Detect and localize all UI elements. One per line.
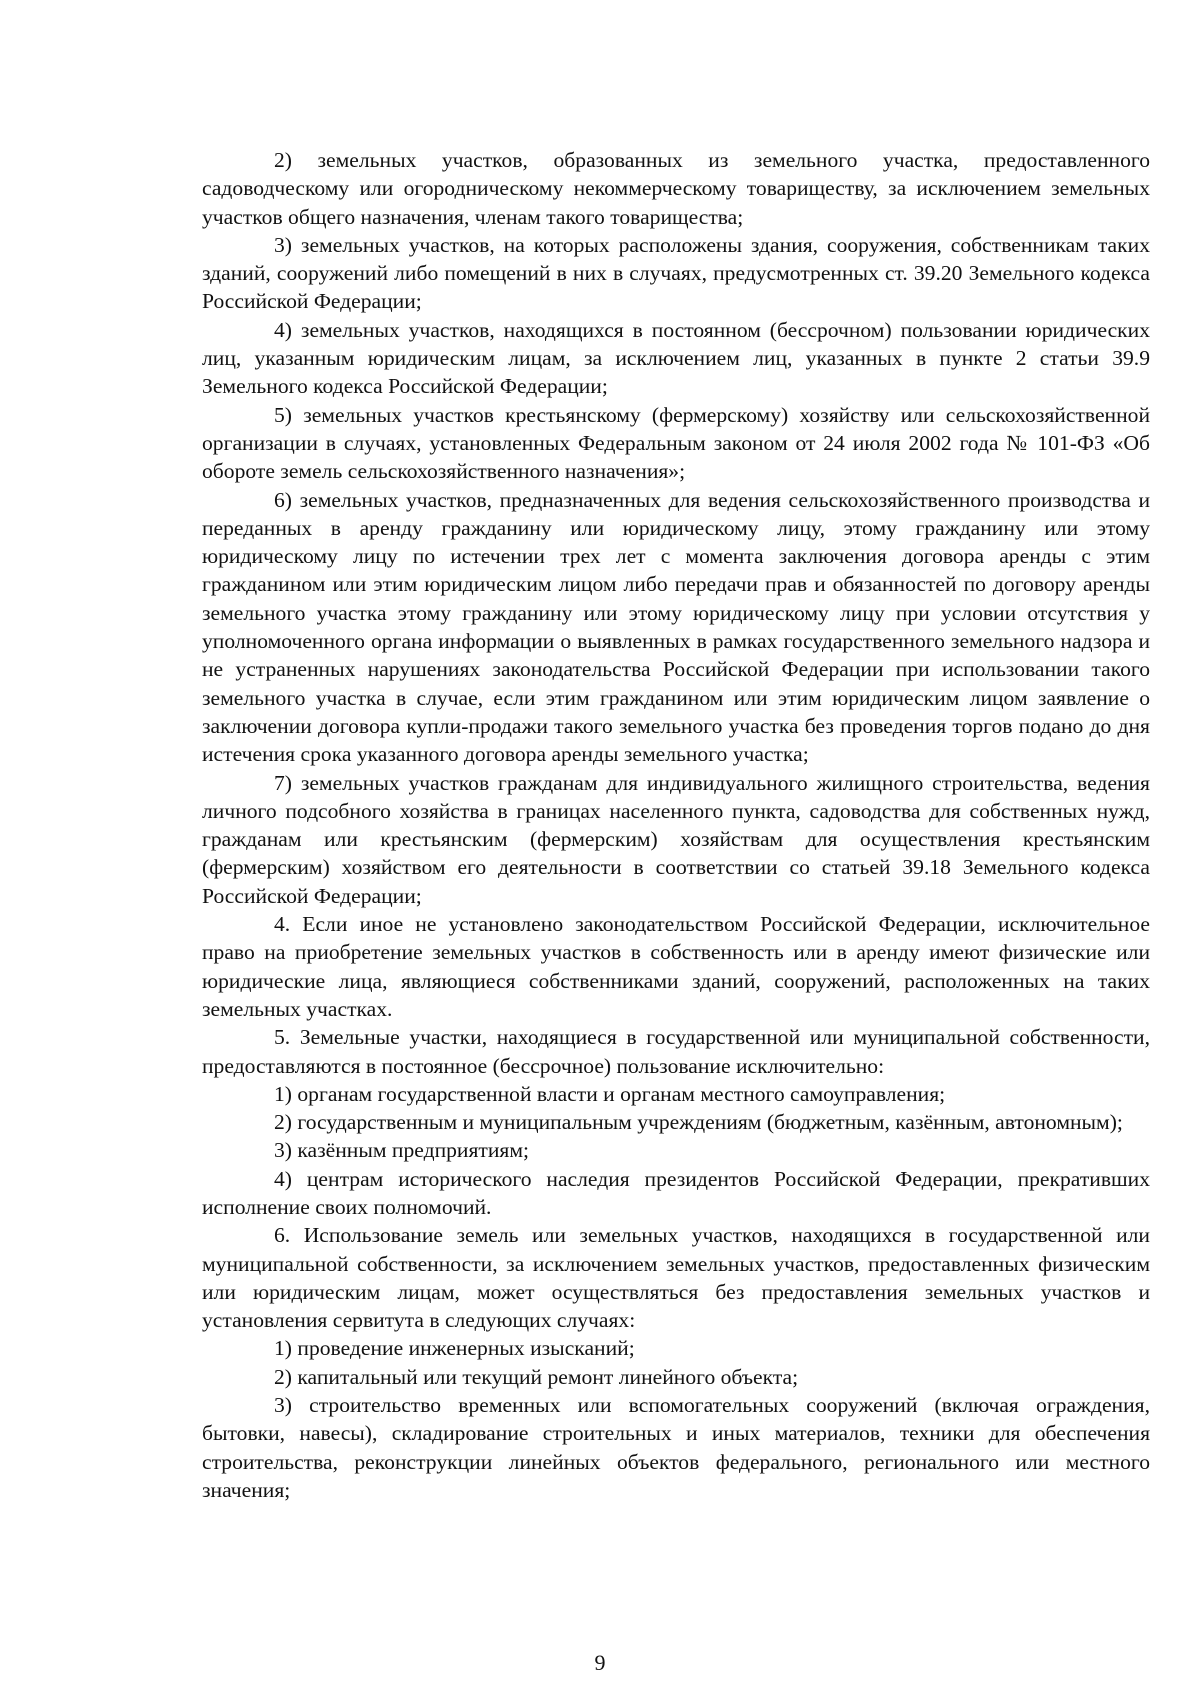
paragraph-section-5-permanent-use: 5. Земельные участки, находящиеся в государственной или муниципальной собственности, предоставляются в постоянное (бессрочное) пользование исключительно: xyxy=(202,1025,1150,1078)
paragraph-item-5-farm-holdings: 5) земельных участков крестьянскому (фермерскому) хозяйству или сельскохозяйственной организации в случаях, установленных Федеральным законом от 24 июля 2002 года № 101-ФЗ «Об обороте земель сельскохозяйственного назначения»; xyxy=(202,402,1150,484)
paragraph-item-2-institutions: 2) государственным и муниципальным учреждениям (бюджетным, казённым, автономным); xyxy=(274,1110,1123,1135)
page-number: 9 xyxy=(594,1650,606,1675)
paragraph-item-1-authorities: 1) органам государственной власти и органам местного самоуправления; xyxy=(274,1081,946,1106)
paragraph-item-2-repair: 2) капитальный или текущий ремонт линейного объекта; xyxy=(274,1364,799,1389)
paragraph-item-3-building-owners: 3) земельных участков, на которых расположены здания, сооружения, собственникам таких зданий, сооружений либо помещений в них в случаях, предусмотренных ст. 39.20 Земельного кодекса Российской Федерации; xyxy=(202,232,1150,314)
paragraph-item-7-individual-housing: 7) земельных участков гражданам для индивидуального жилищного строительства, ведения личного подсобного хозяйства в границах населенного пункта, садоводства для собственных нужд, гражданам или крестьянским (фермерским) хозяйствам для осуществления крестьянским (фермерским) хозяйством его деятельности в соответствии со статьей 39.18 Земельного кодекса Российской Федерации; xyxy=(202,770,1150,908)
paragraph-item-4-legal-entities: 4) земельных участков, находящихся в постоянном (бессрочном) пользовании юридических лиц, указанным юридическим лицам, за исключением лиц, указанных в пункте 2 статьи 39.9 Земельного кодекса Российской Федерации; xyxy=(202,317,1150,399)
document-body xyxy=(202,146,1150,1504)
paragraph-item-2-orchard-partnership: 2) земельных участков, образованных из земельного участка, предоставленного садоводческому или огородническому некоммерческому товариществу, за исключением земельных участков общего назначения, членам такого товарищества; xyxy=(202,148,1150,229)
paragraph-item-6-agricultural-lease: 6) земельных участков, предназначенных для ведения сельскохозяйственного производства и переданных в аренду гражданину или юридическому лицу, этому гражданину или этому юридическому лицу по истечении трех лет с момента заключения договора аренды с этим гражданином или этим юридическим лицом либо передачи прав и обязанностей по договору аренды земельного участка этому гражданину или этому юридическому лицу при условии отсутствия у уполномоченного органа информации о выявленных в рамках государственного земельного надзора и не устраненных нарушениях законодательства Российской Федерации при использовании такого земельного участка в случае, если этим гражданином или этим юридическим лицом заявление о заключении договора купли-продажи такого земельного участка без проведения торгов подано до дня истечения срока указанного договора аренды земельного участка; xyxy=(202,487,1150,767)
paragraph-section-4-exclusive-right: 4. Если иное не установлено законодательством Российской Федерации, исключительное право на приобретение земельных участков в собственность или в аренду имеют физические или юридические лица, являющиеся собственниками зданий, сооружений, расположенных на таких земельных участках. xyxy=(202,912,1150,1021)
paragraph-item-1-engineering-surveys: 1) проведение инженерных изысканий; xyxy=(274,1336,635,1361)
paragraph-item-3-temporary-structures: 3) строительство временных или вспомогательных сооружений (включая ограждения, бытовки, навесы), складирование строительных и иных материалов, техники для обеспечения строительства, реконструкции линейных объектов федерального, регионального или местного значения; xyxy=(202,1393,1150,1502)
paragraph-item-3-state-enterprises: 3) казённым предприятиям; xyxy=(274,1138,530,1163)
paragraph-section-6-land-use: 6. Использование земель или земельных участков, находящихся в государственной или муниципальной собственности, за исключением земельных участков, предоставленных физическим или юридическим лицам, может осуществляться без предоставления земельных участков и установления сервитута в следующих случаях: xyxy=(202,1223,1150,1333)
paragraph-item-4-heritage-centers: 4) центрам исторического наследия президентов Российской Федерации, прекративших исполнение своих полномочий. xyxy=(202,1166,1150,1219)
